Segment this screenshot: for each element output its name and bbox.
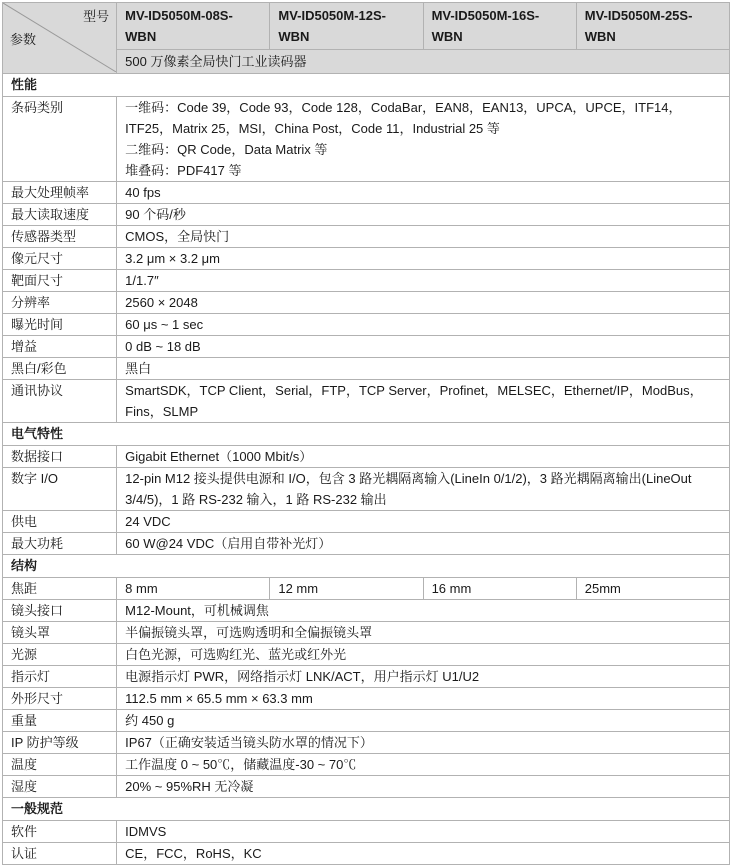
- spec-row: [3, 270, 730, 292]
- section-header: 性能: [3, 74, 730, 97]
- spec-label: 镜头接口: [3, 600, 117, 622]
- spec-row: [3, 821, 730, 843]
- spec-row: [3, 292, 730, 314]
- spec-value: 工作温度 0 ~ 50℃，储藏温度-30 ~ 70℃: [117, 754, 730, 776]
- spec-label: 认证: [3, 843, 117, 865]
- section-row: [3, 423, 730, 446]
- section-row: [3, 798, 730, 821]
- spec-label: IP 防护等级: [3, 732, 117, 754]
- spec-row: [3, 666, 730, 688]
- spec-label: 软件: [3, 821, 117, 843]
- section-row: [3, 74, 730, 97]
- model-column-header: MV-ID5050M-25S-WBN: [576, 3, 729, 50]
- spec-value: 半偏振镜头罩，可选购透明和全偏振镜头罩: [117, 622, 730, 644]
- spec-label: 数字 I/O: [3, 468, 117, 511]
- spec-value: 60 μs ~ 1 sec: [117, 314, 730, 336]
- spec-label: 靶面尺寸: [3, 270, 117, 292]
- spec-label: 传感器类型: [3, 226, 117, 248]
- spec-value-per-model: 12 mm: [270, 578, 423, 600]
- spec-row: [3, 732, 730, 754]
- spec-row: [3, 336, 730, 358]
- corner-cell: [3, 3, 117, 74]
- spec-value: 约 450 g: [117, 710, 730, 732]
- spec-value: 电源指示灯 PWR，网络指示灯 LNK/ACT，用户指示灯 U1/U2: [117, 666, 730, 688]
- spec-row: [3, 644, 730, 666]
- spec-table-body: [3, 74, 730, 865]
- spec-row: [3, 622, 730, 644]
- spec-row: [3, 248, 730, 270]
- spec-row: [3, 754, 730, 776]
- spec-label: 最大读取速度: [3, 204, 117, 226]
- spec-label: 增益: [3, 336, 117, 358]
- spec-value: IDMVS: [117, 821, 730, 843]
- spec-value: SmartSDK，TCP Client，Serial，FTP，TCP Server，Profinet，MELSEC，Ethernet/IP，ModBus， Fins，SLMP: [117, 380, 730, 423]
- spec-value: 112.5 mm × 65.5 mm × 63.3 mm: [117, 688, 730, 710]
- model-column-header: MV-ID5050M-12S-WBN: [270, 3, 423, 50]
- spec-label: 供电: [3, 511, 117, 533]
- spec-value: 12-pin M12 接头提供电源和 I/O，包含 3 路光耦隔离输入(LineIn 0/1/2)，3 路光耦隔离输出(LineOut 3/4/5)，1 路 RS-232 输入，1 路 RS-232 输出: [117, 468, 730, 511]
- spec-value: 0 dB ~ 18 dB: [117, 336, 730, 358]
- spec-label: 外形尺寸: [3, 688, 117, 710]
- spec-value: 1/1.7″: [117, 270, 730, 292]
- spec-value: CE，FCC，RoHS，KC: [117, 843, 730, 865]
- spec-value-line: 堆叠码：PDF417 等: [125, 163, 242, 178]
- spec-row: [3, 578, 730, 600]
- spec-row: [3, 533, 730, 555]
- spec-label: 最大处理帧率: [3, 182, 117, 204]
- spec-value: 白色光源，可选购红光、蓝光或红外光: [117, 644, 730, 666]
- spec-value-line: 一维码：Code 39，Code 93，Code 128，CodaBar，EAN8，EAN13，UPCA，UPCE，ITF14，ITF25，Matrix 25，MSI，China Post，Code 11，Industrial 25 等: [125, 100, 682, 136]
- spec-row: [3, 468, 730, 511]
- spec-value-per-model: 25mm: [576, 578, 729, 600]
- spec-value: Gigabit Ethernet（1000 Mbit/s）: [117, 446, 730, 468]
- spec-value: 90 个码/秒: [117, 204, 730, 226]
- spec-value-per-model: 8 mm: [117, 578, 270, 600]
- model-column-header: MV-ID5050M-16S-WBN: [423, 3, 576, 50]
- spec-label: 温度: [3, 754, 117, 776]
- spec-value: 3.2 μm × 3.2 μm: [117, 248, 730, 270]
- spec-row: [3, 446, 730, 468]
- spec-row: [3, 358, 730, 380]
- spec-value: 24 VDC: [117, 511, 730, 533]
- model-header-row: [3, 3, 730, 50]
- section-header: 一般规范: [3, 798, 730, 821]
- spec-label: 分辨率: [3, 292, 117, 314]
- spec-label: 指示灯: [3, 666, 117, 688]
- spec-value: M12-Mount，可机械调焦: [117, 600, 730, 622]
- spec-label: 条码类别: [3, 97, 117, 182]
- spec-value-per-model: 16 mm: [423, 578, 576, 600]
- spec-row: [3, 182, 730, 204]
- spec-label: 通讯协议: [3, 380, 117, 423]
- spec-row: [3, 776, 730, 798]
- corner-diagonal: [3, 3, 116, 72]
- spec-row: [3, 843, 730, 865]
- spec-value: [117, 97, 730, 182]
- spec-value: 20% ~ 95%RH 无冷凝: [117, 776, 730, 798]
- spec-label: 曝光时间: [3, 314, 117, 336]
- spec-value: 60 W@24 VDC（启用自带补光灯）: [117, 533, 730, 555]
- spec-value: 黑白: [117, 358, 730, 380]
- section-row: [3, 555, 730, 578]
- spec-value-line: 二维码：QR Code，Data Matrix 等: [125, 142, 328, 157]
- spec-label: 湿度: [3, 776, 117, 798]
- spec-label: 最大功耗: [3, 533, 117, 555]
- product-description: 500 万像素全局快门工业读码器: [117, 50, 730, 74]
- spec-value: CMOS，全局快门: [117, 226, 730, 248]
- spec-row: [3, 380, 730, 423]
- spec-label: 镜头罩: [3, 622, 117, 644]
- spec-label: 光源: [3, 644, 117, 666]
- spec-row: [3, 710, 730, 732]
- spec-row: [3, 204, 730, 226]
- model-column-header: MV-ID5050M-08S-WBN: [117, 3, 270, 50]
- spec-row: [3, 600, 730, 622]
- spec-label: 焦距: [3, 578, 117, 600]
- spec-label: 重量: [3, 710, 117, 732]
- corner-label-model: 型号: [83, 9, 110, 24]
- spec-label: 数据接口: [3, 446, 117, 468]
- section-header: 电气特性: [3, 423, 730, 446]
- spec-value: 2560 × 2048: [117, 292, 730, 314]
- corner-label-param: 参数: [10, 32, 37, 47]
- spec-row: [3, 226, 730, 248]
- spec-row: [3, 511, 730, 533]
- spec-table: [2, 2, 730, 865]
- spec-label: 黑白/彩色: [3, 358, 117, 380]
- spec-row: [3, 97, 730, 182]
- spec-row: [3, 314, 730, 336]
- spec-value: IP67（正确安装适当镜头防水罩的情况下）: [117, 732, 730, 754]
- spec-label: 像元尺寸: [3, 248, 117, 270]
- spec-row: [3, 688, 730, 710]
- spec-value: 40 fps: [117, 182, 730, 204]
- section-header: 结构: [3, 555, 730, 578]
